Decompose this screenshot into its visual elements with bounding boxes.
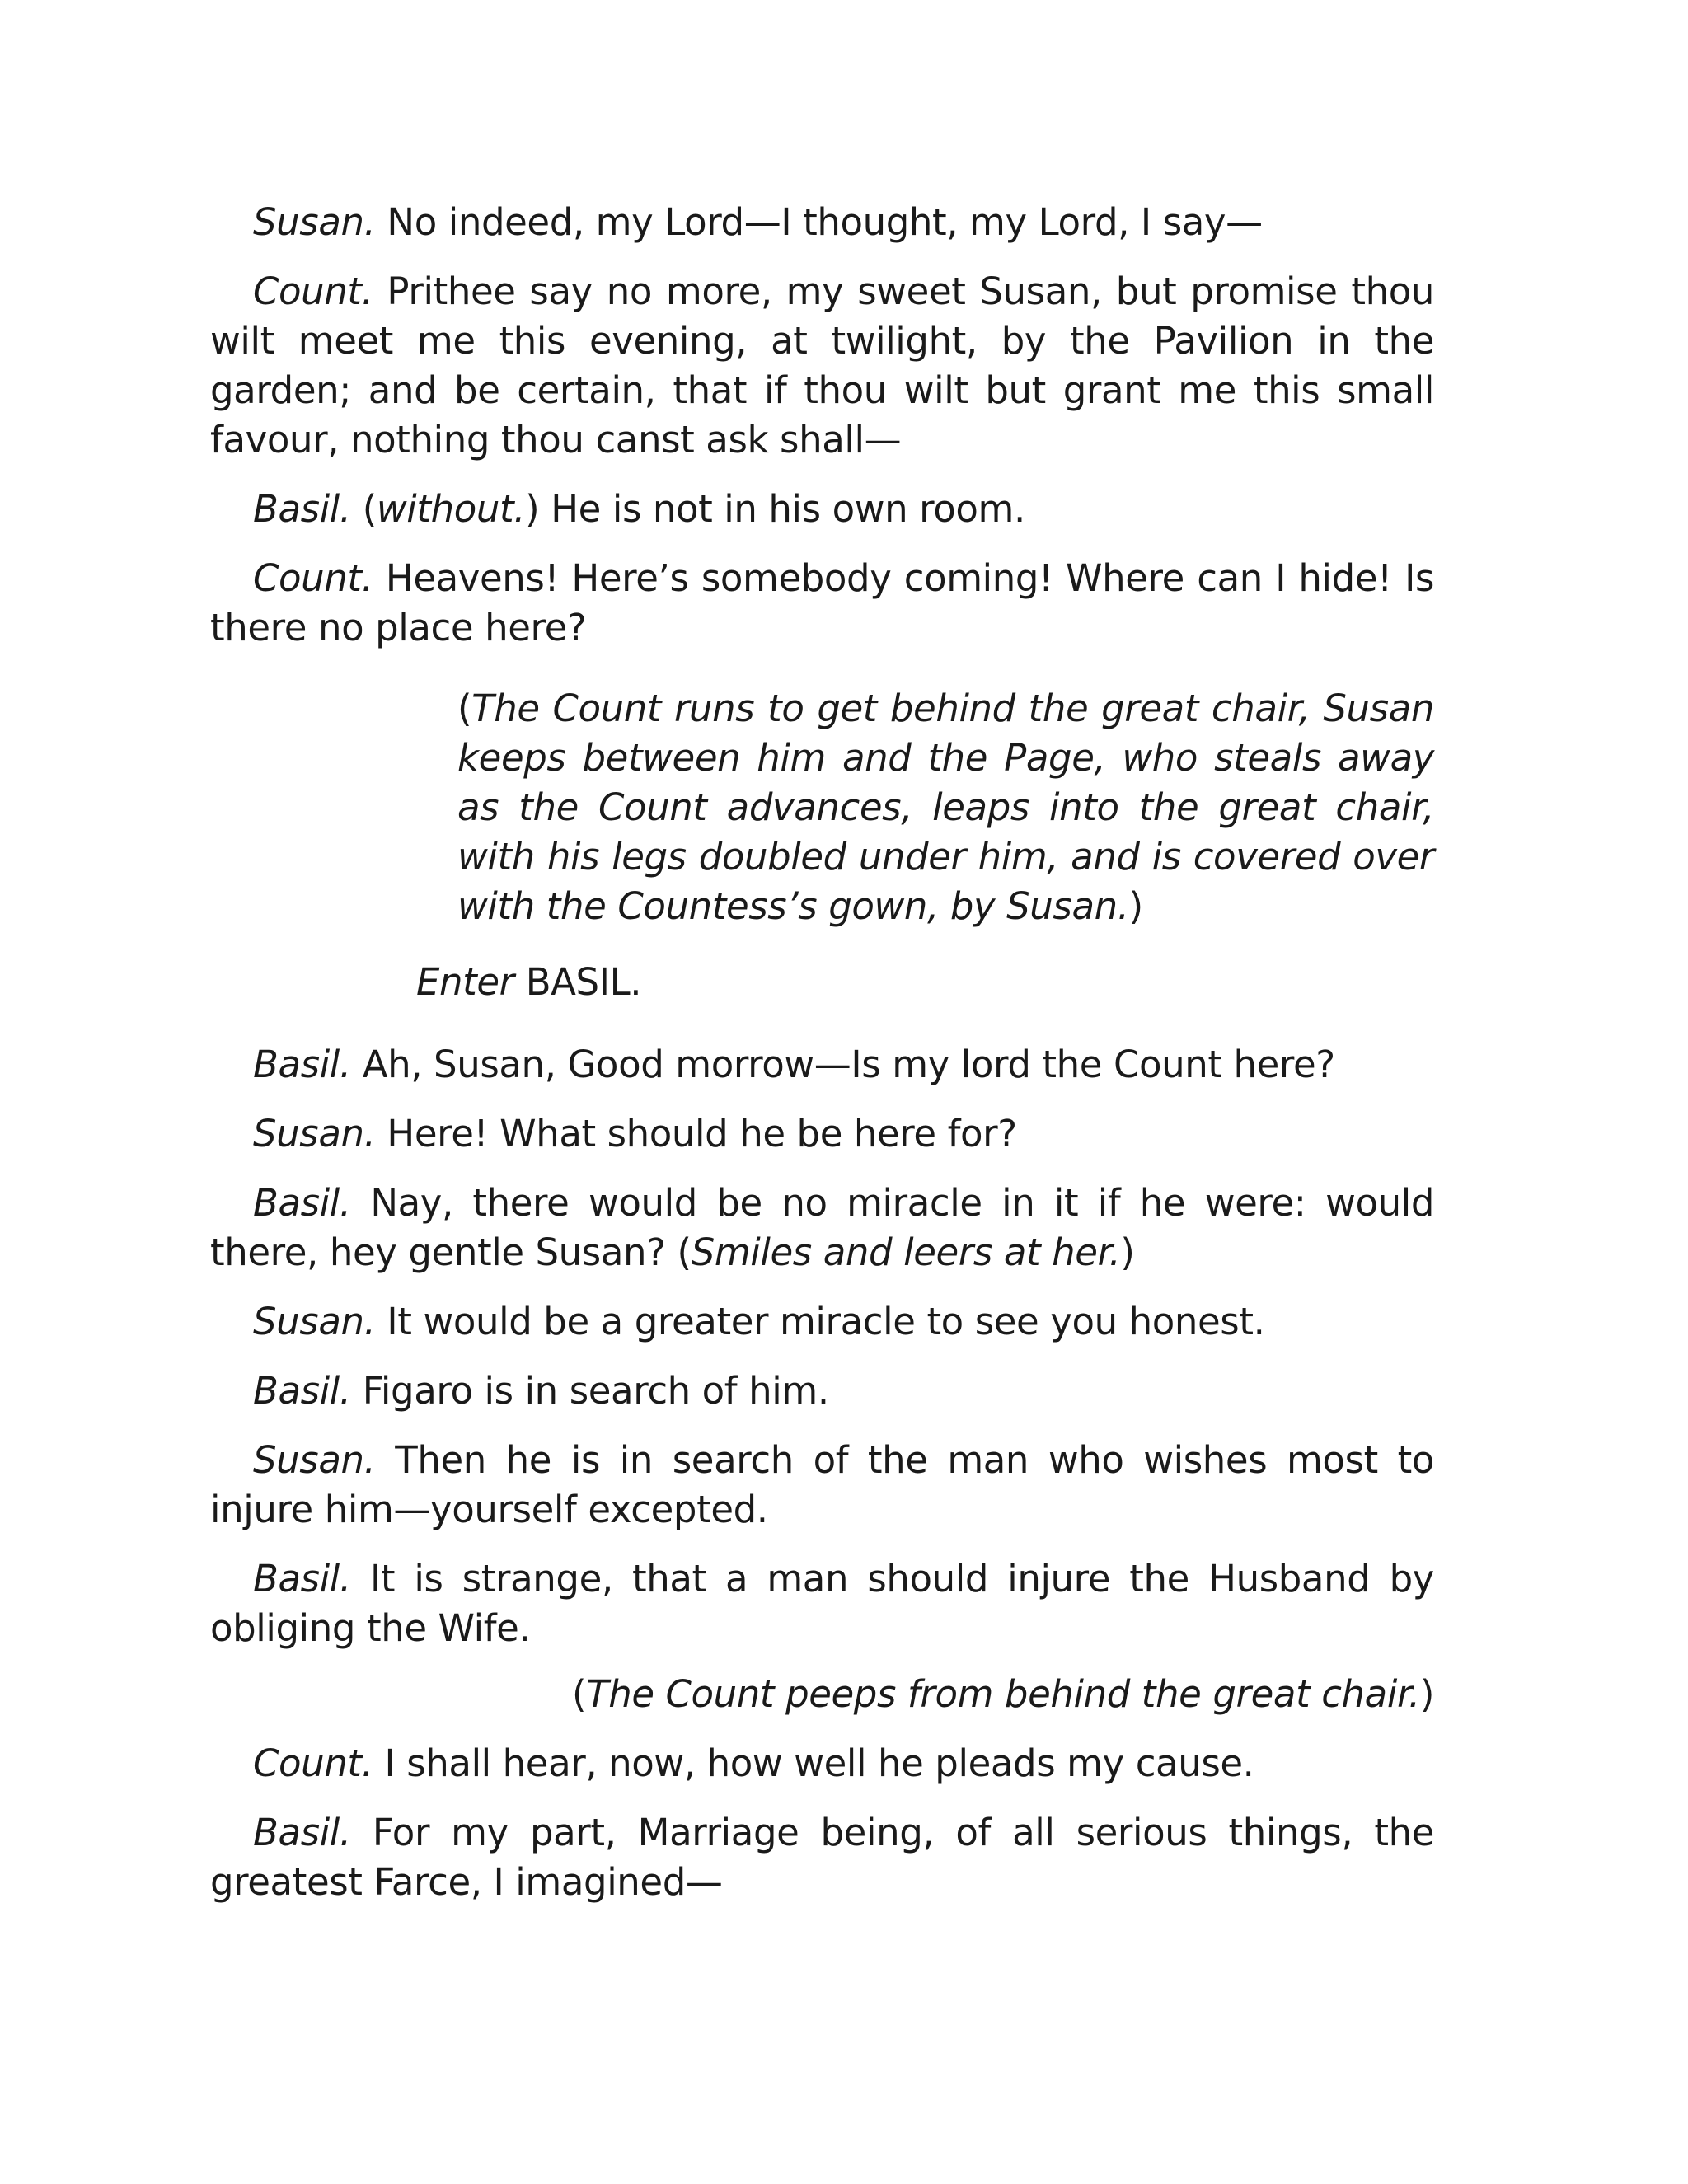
aside-close: ) (1120, 1230, 1135, 1274)
speech-text: Then he is in search of the man who wishes most to injure him—yourself excepted. (210, 1438, 1434, 1531)
paren-open: ( (571, 1672, 587, 1716)
speaker-name: Basil. (253, 1557, 351, 1601)
speech-line (210, 1808, 1434, 1907)
paren-open: ( (457, 687, 472, 730)
speech-line (210, 1179, 1434, 1277)
speech-text: No indeed, my Lord—I thought, my Lord, I say— (375, 200, 1263, 244)
speaker-name: Basil. (253, 1369, 351, 1413)
speech-line (210, 1040, 1434, 1090)
stage-direction (210, 1670, 1434, 1719)
paren-close: ) (1419, 1672, 1434, 1716)
enter-word: Enter (416, 960, 514, 1004)
speaker-name: Count. (253, 556, 373, 600)
speech-text: For my part, Marriage being, of all serious things, the greatest Farce, I imagined— (210, 1811, 1434, 1904)
speech-line (210, 1739, 1434, 1788)
speech-line (210, 198, 1434, 247)
speech-text: He is not in his own room. (539, 487, 1025, 531)
speaker-name: Susan. (253, 1300, 376, 1343)
speaker-name: Susan. (253, 200, 376, 244)
speaker-name: Basil. (253, 1043, 351, 1086)
character-name: BASIL. (513, 960, 642, 1004)
speech-text: It would be a greater miracle to see you honest. (375, 1300, 1265, 1343)
speech-line (210, 1436, 1434, 1535)
paren-close: ) (1128, 884, 1143, 928)
speech-line (210, 1554, 1434, 1653)
stage-direction-text: The Count peeps from behind the great chair. (586, 1672, 1420, 1716)
speech-text: Ah, Susan, Good morrow—Is my lord the Count here? (350, 1043, 1335, 1086)
speech-text: Nay, there would be no miracle in it if he were: would there, hey gentle Susan? ( (210, 1181, 1434, 1274)
speech-text: Here! What should he be here for? (375, 1112, 1017, 1155)
speech-line (210, 267, 1434, 465)
aside-open: ( (350, 487, 377, 531)
speaker-name: Basil. (253, 487, 351, 531)
speaker-name: Basil. (253, 1811, 351, 1854)
speech-text: It is strange, that a man should injure the Husband by obliging the Wife. (210, 1557, 1434, 1650)
stage-direction-text: The Count runs to get behind the great chair, Susan keeps between him and the Page, who steals away as the Count advances, leaps into the great chair, with his legs doubled under him, and is covered over with the Countess’s gown, by Susan. (457, 687, 1434, 928)
speech-line (210, 485, 1434, 534)
speech-text: Heavens! Here’s somebody coming! Where can I hide! Is there no place here? (210, 556, 1434, 649)
speech-line (210, 1366, 1434, 1416)
aside-text: without. (376, 487, 526, 531)
aside-close: ) (525, 487, 540, 531)
speech-line (210, 1109, 1434, 1159)
speech-text: Figaro is in search of him. (350, 1369, 829, 1413)
aside-text: Smiles and leers at her. (691, 1230, 1121, 1274)
speech-text: Prithee say no more, my sweet Susan, but promise thou wilt meet me this evening, at twilight, by the Pavilion in the garden; and be certain, that if thou wilt but grant me this small favour, nothing thou canst ask shall— (210, 269, 1434, 462)
speech-line (210, 554, 1434, 653)
stage-direction (457, 684, 1434, 931)
speech-line (210, 1297, 1434, 1347)
play-page (210, 198, 1434, 1927)
entrance (416, 958, 1434, 1007)
speaker-name: Basil. (253, 1181, 351, 1225)
speaker-name: Susan. (253, 1112, 376, 1155)
speaker-name: Susan. (253, 1438, 376, 1482)
speech-text: I shall hear, now, how well he pleads my cause. (373, 1741, 1254, 1785)
speaker-name: Count. (253, 269, 373, 313)
speaker-name: Count. (253, 1741, 373, 1785)
